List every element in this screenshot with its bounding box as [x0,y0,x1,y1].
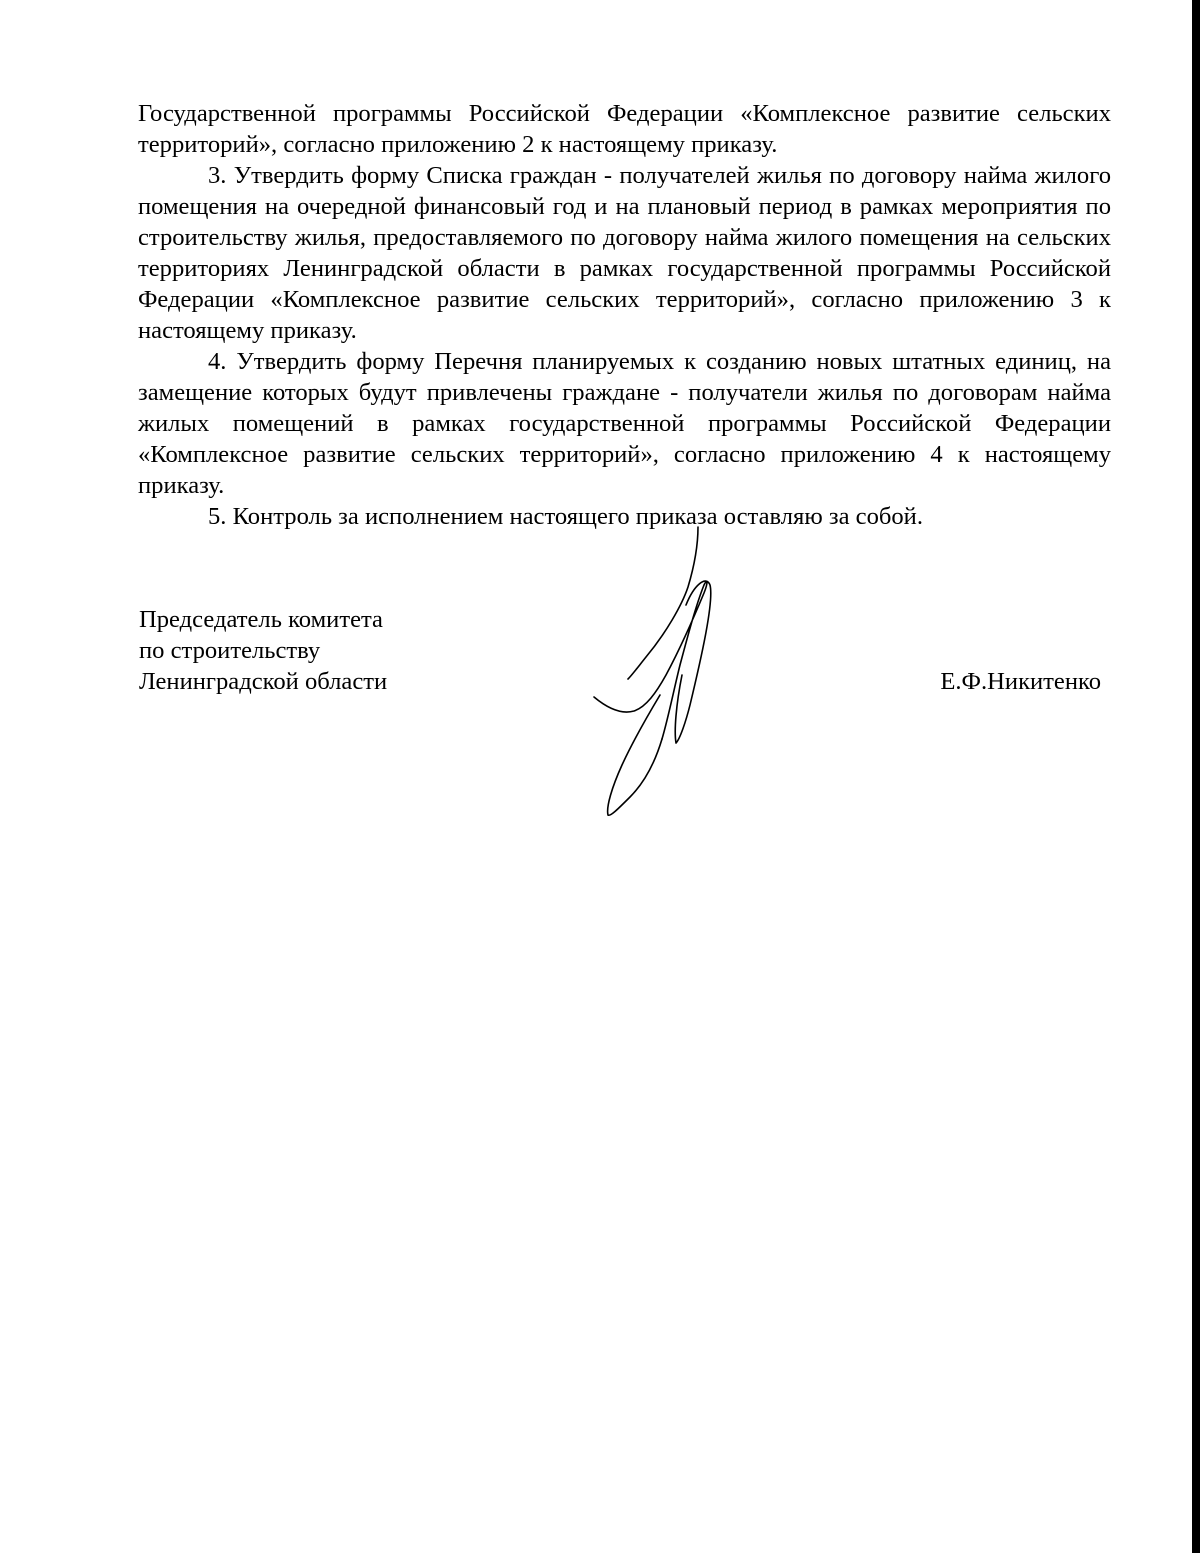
paragraph-3: 3. Утвердить форму Списка граждан - получателей жилья по договору найма жилого помещения на очередной финансовый год и на плановый период в рамках мероприятия по строительству жилья, предоставляемого по договору найма жилого помещения на сельских территориях Ленинградской области в рамках государственной программы Российской Федерации «Комплексное развитие сельских территорий», согласно приложению 3 к настоящему приказу. [138,162,1111,344]
signatory-title [139,604,387,697]
page-edge [1192,0,1200,1553]
signatory-title-line-2: по строительству [139,637,321,664]
document-body [138,98,1111,532]
paragraph-2-continuation: Государственной программы Российской Федерации «Комплексное развитие сельских территорий», согласно приложению 2 к настоящему приказу. [138,100,1111,158]
paragraph-4: 4. Утвердить форму Перечня планируемых к созданию новых штатных единиц, на замещение которых будут привлечены граждане - получатели жилья по договорам найма жилых помещений в рамках государственной программы Российской Федерации «Комплексное развитие сельских территорий», согласно приложению 4 к настоящему приказу. [138,348,1111,499]
signatory-title-line-3: Ленинградской области [139,668,388,695]
paragraph-5: 5. Контроль за исполнением настоящего приказа оставляю за собой. [208,503,923,530]
handwritten-signature [590,525,730,825]
signatory-title-line-1: Председатель комитета [139,606,383,633]
signatory-name: Е.Ф.Никитенко [940,668,1101,695]
